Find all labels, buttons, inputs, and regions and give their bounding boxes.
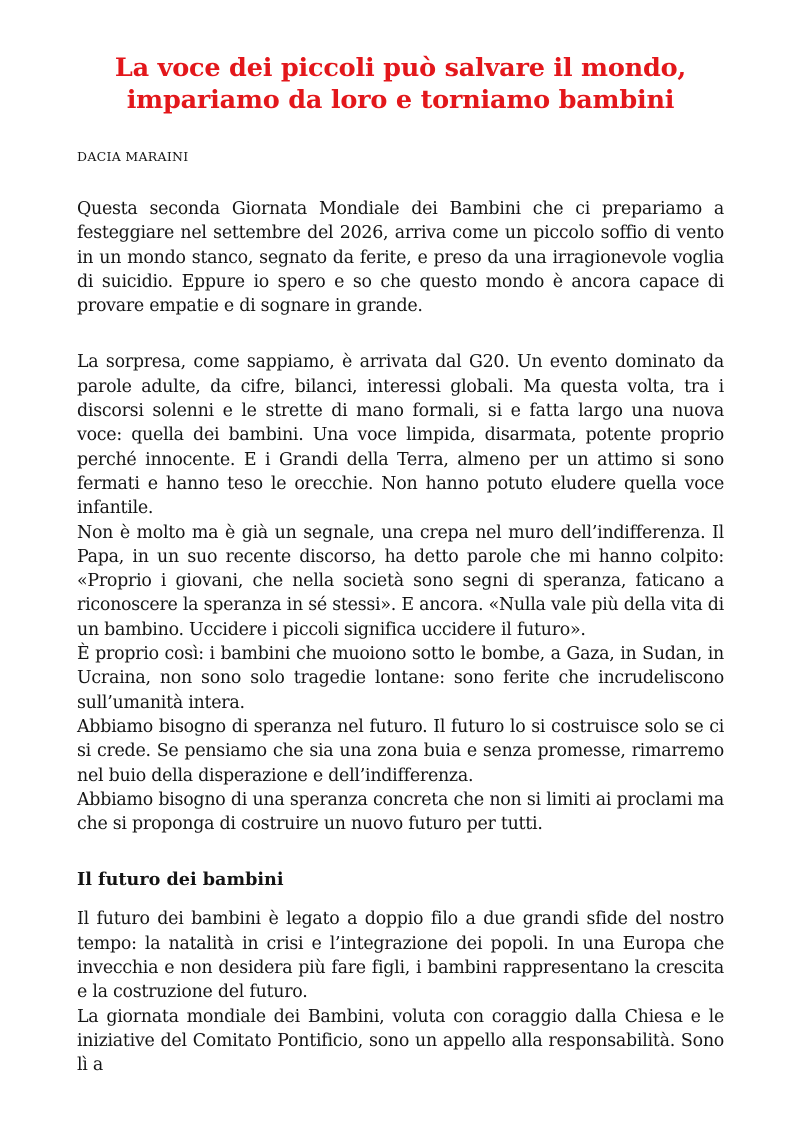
section-2-body bbox=[77, 907, 724, 1077]
intro-paragraph: Questa seconda Giornata Mondiale dei Bambini che ci prepariamo a festeggiare nel settembre del 2026, arriva come un piccolo soffio di vento in un mondo stanco, segnato da ferite, e preso da una irragionevole voglia di suicidio. Eppure io spero e so che questo mondo è ancora capace di provare empatie e di sognare in grande. bbox=[77, 199, 724, 317]
paragraph: Il futuro dei bambini è legato a doppio filo a due grandi sfide del nostro tempo: la natalità in crisi e l’integrazione dei popoli. In una Europa che invecchia e non desidera più fare figli, i bambini rappresentano la crescita e la costruzione del futuro. bbox=[77, 909, 724, 1003]
paragraph: La giornata mondiale dei Bambini, voluta con coraggio dalla Chiesa e le iniziative del Comitato Pontificio, sono un appello alla responsabilità. Sono lì a bbox=[77, 1006, 724, 1076]
paragraph: È proprio così: i bambini che muoiono sotto le bombe, a Gaza, in Sudan, in Ucraina, non sono solo tragedie lontane: sono ferite che incrudeliscono sull’umanità intera. bbox=[77, 644, 724, 713]
paragraph: Non è molto ma è già un segnale, una crepa nel muro dell’indifferenza. Il Papa, in un suo recente discorso, ha detto parole che mi hanno colpito: «Proprio i giovani, che nella società sono segni di speranza, faticano a riconoscere la speranza in sé stessi». E ancora. «Nulla vale più della vita di un bambino. Uccidere i piccoli significa uccidere il futuro». bbox=[77, 522, 724, 640]
paragraph: Abbiamo bisogno di una speranza concreta che non si limiti ai proclami ma che si proponga di costruire un nuovo futuro per tutti. bbox=[77, 789, 724, 835]
section-1-body bbox=[77, 350, 724, 836]
author-byline: DACIA MARAINI bbox=[77, 149, 189, 164]
article-title: La voce dei piccoli può salvare il mondo, impariamo da loro e torniamo bambini bbox=[114, 53, 687, 115]
paragraph: La sorpresa, come sappiamo, è arrivata dal G20. Un evento dominato da parole adulte, da cifre, bilanci, interessi globali. Ma questa volta, tra i discorsi solenni e le strette di mano formali, si e fatta largo una nuova voce: quella dei bambini. Una voce limpida, disarmata, potente proprio perché innocente. E i Grandi della Terra, almeno per un attimo si sono fermati e hanno teso le orecchie. Non hanno potuto eludere quella voce infantile. bbox=[77, 352, 724, 519]
section-heading: Il futuro dei bambini bbox=[77, 869, 284, 891]
paragraph: Abbiamo bisogno di speranza nel futuro. Il futuro lo si costruisce solo se ci si crede. Se pensiamo che sia una zona buia e senza promesse, rimarremo nel buio della disperazione e dell’indifferenza. bbox=[77, 716, 724, 786]
